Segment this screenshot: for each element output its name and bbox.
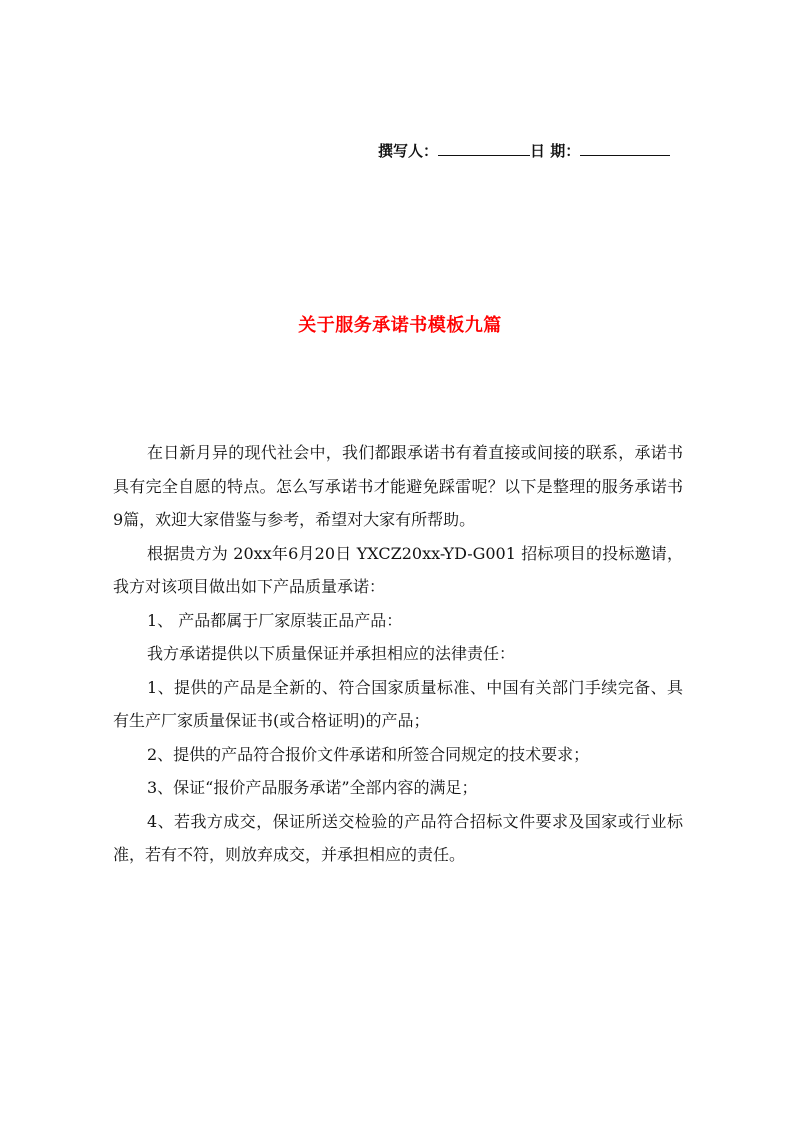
intro-paragraph: 在日新月异的现代社会中，我们都跟承诺书有着直接或间接的联系，承诺书具有完全自愿的特点。怎么写承诺书才能避免踩雷呢？以下是整理的服务承诺书9篇，欢迎大家借鉴与参考，希望对大家有所帮助。 [113,443,683,529]
list-item: 1、 产品都属于厂家原装正品产品： [147,610,403,630]
document-body [113,436,683,872]
list-item: 1、提供的产品是全新的、符合国家质量标准、中国有关部门手续完备、具有生产厂家质量保证书(或合格证明)的产品； [113,677,683,730]
document-title: 关于服务承诺书模板九篇 [298,315,502,336]
author-blank [438,139,530,156]
guarantee-intro: 我方承诺提供以下质量保证并承担相应的法律责任： [147,644,516,663]
author-date-line [378,139,670,161]
list-item: 4、若我方成交，保证所送交检验的产品符合招标文件要求及国家或行业标准，若有不符，则放弃成交，并承担相应的责任。 [113,811,683,864]
list-item: 3、保证“报价产品服务承诺”全部内容的满足； [147,778,478,797]
list-item: 2、提供的产品符合报价文件承诺和所签合同规定的技术要求； [147,744,590,764]
tender-paragraph: 根据贵方为 20xx年6月20日 YXCZ20xx-YD-G001 招标项目的投标邀请，我方对该项目做出如下产品质量承诺： [113,543,683,596]
author-label: 撰写人： [378,142,439,160]
date-label: 日 期： [530,142,581,160]
date-blank [580,139,670,156]
